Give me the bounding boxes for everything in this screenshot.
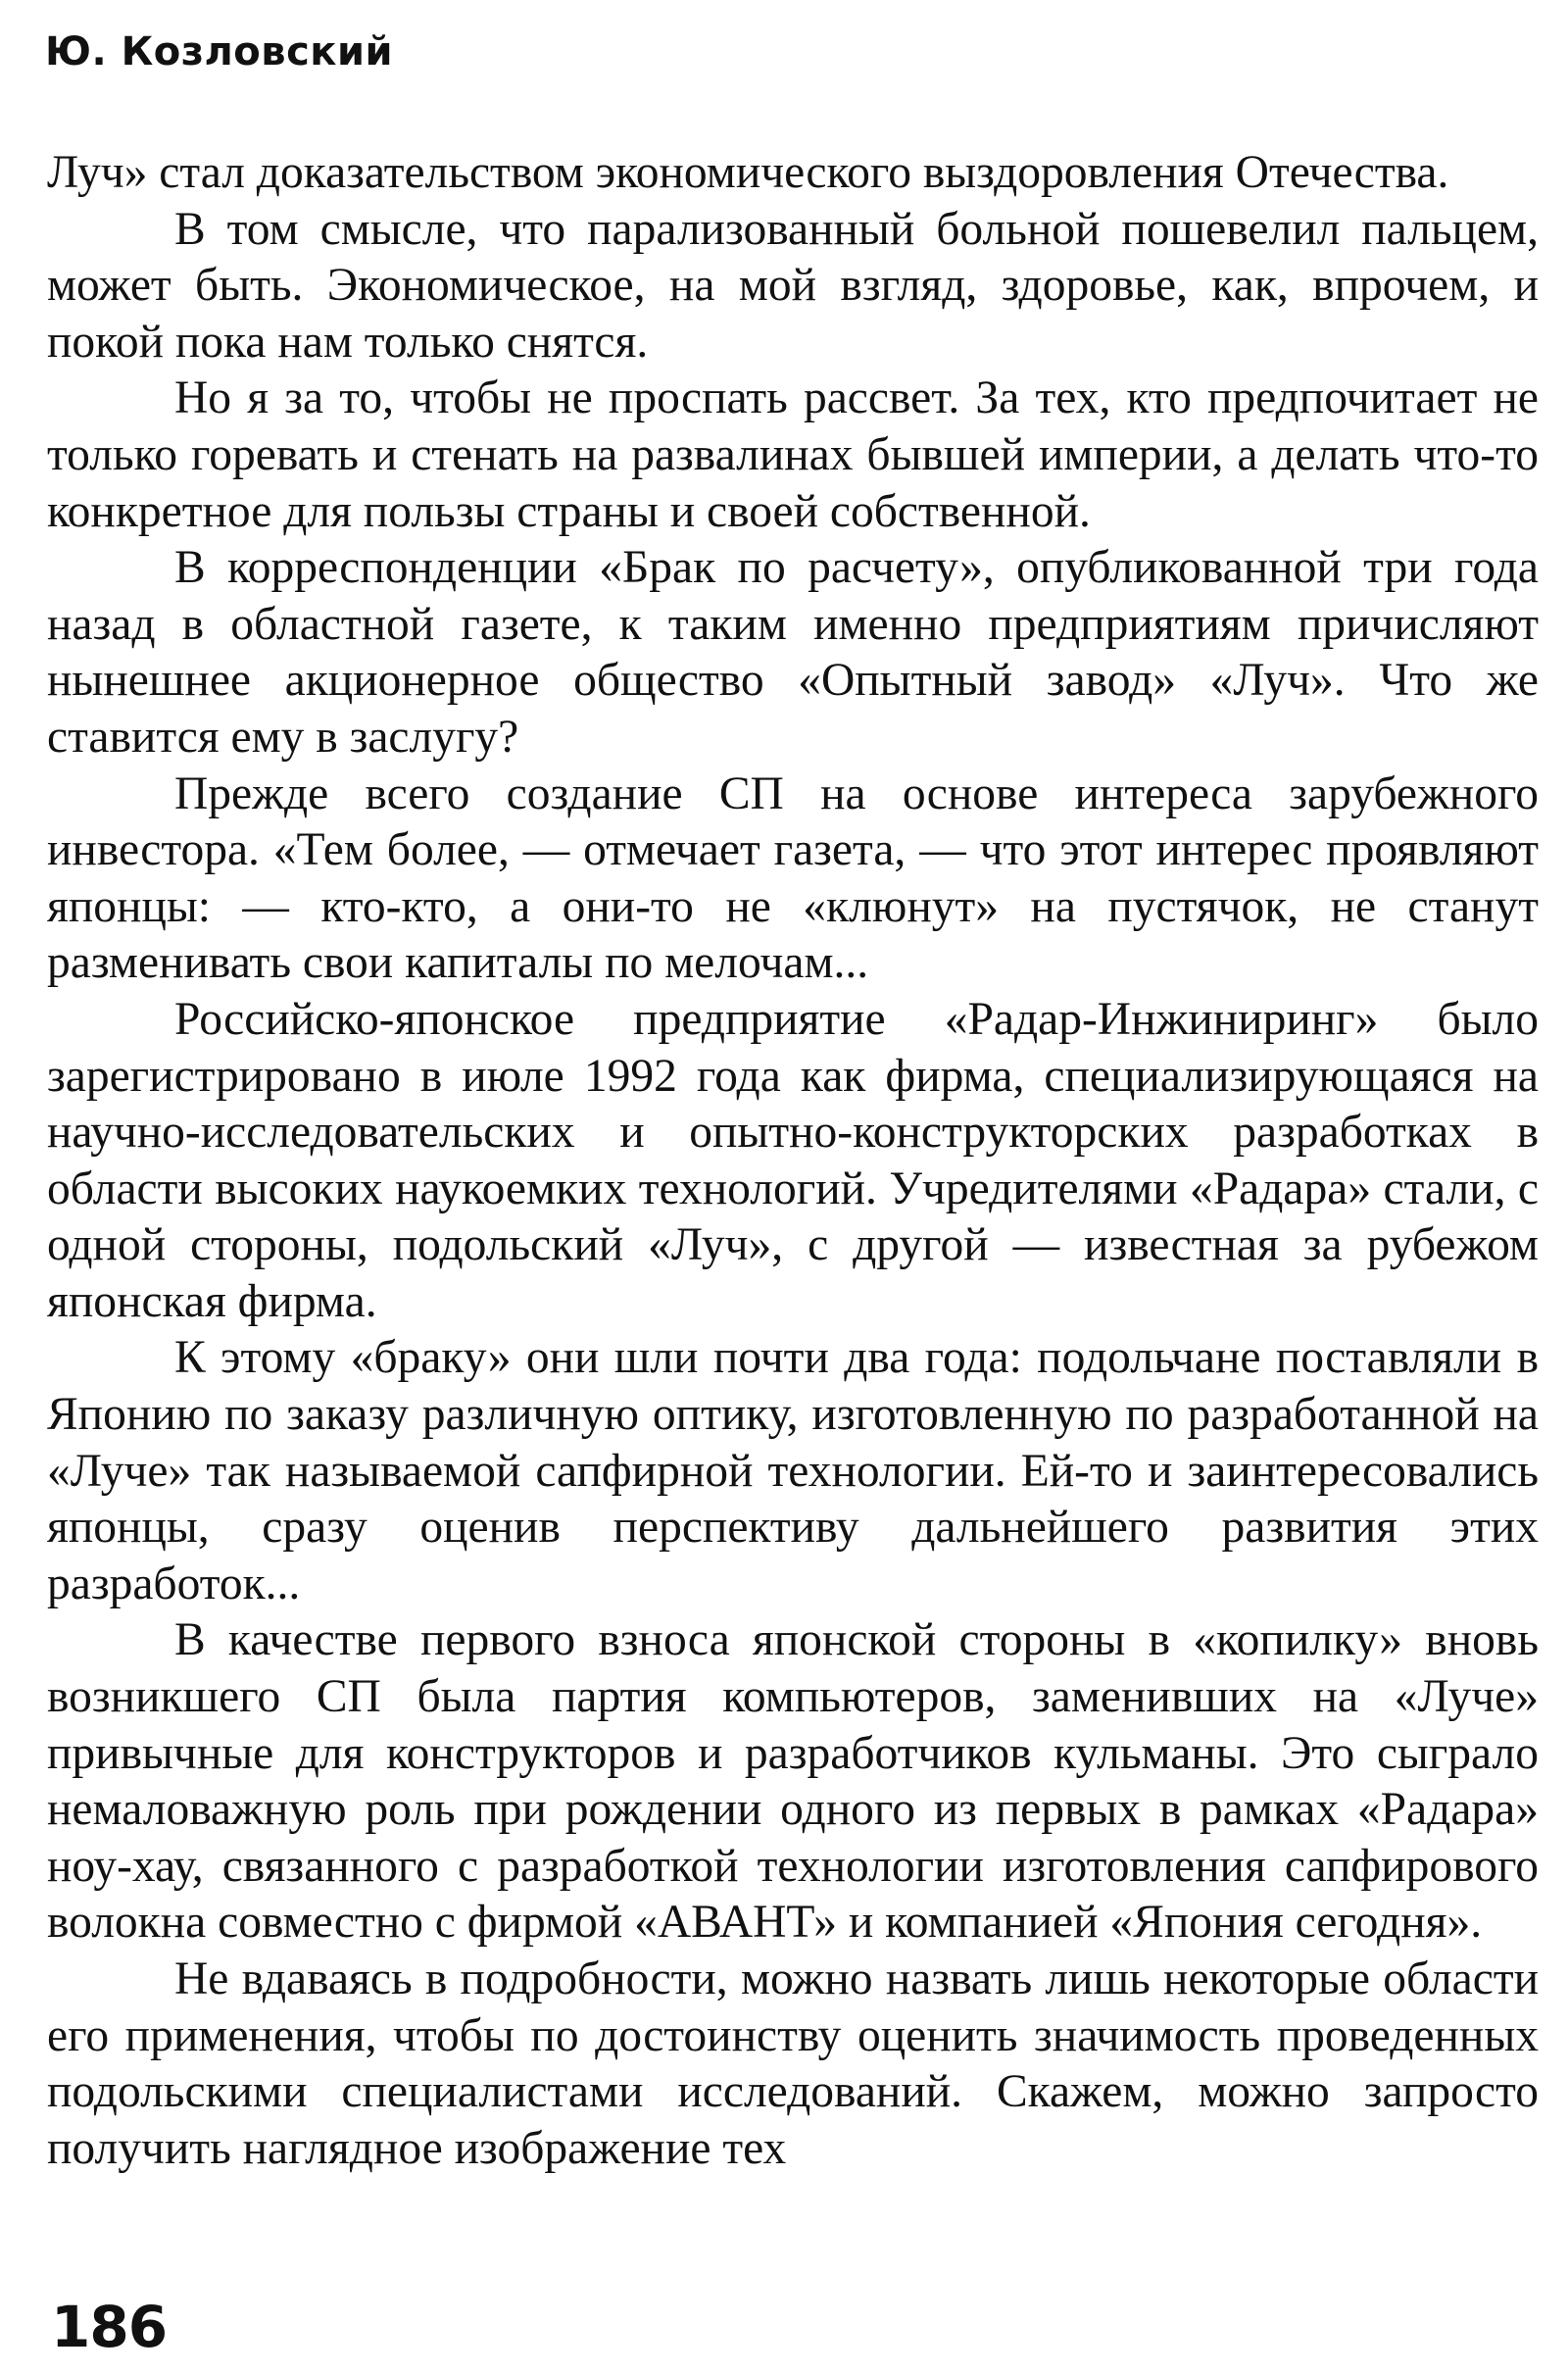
body-text [47, 145, 1539, 2177]
paragraph: К этому «браку» они шли почти два года: подольчане поставляли в Японию по заказу различную оптику, изготовленную по разработанной на «Луче» так называемой сапфирной технологии. Ей-то и заинтересовались японцы, сразу оценив перспективу дальнейшего развития этих разработок... [47, 1332, 1539, 1609]
paragraph: Российско-японское предприятие «Радар-Инжиниринг» было зарегистрировано в июле 1992 года как фирма, специализирующаяся на научно-исследовательских и опытно-конструкторских разработках в области высоких наукоемких технологий. Учредителями «Радара» стали, с одной стороны, подольский «Луч», с другой — известная за рубежом японская фирма. [47, 993, 1539, 1327]
paragraph: Но я за то, чтобы не проспать рассвет. За тех, кто предпочитает не только горевать и стенать на развалинах бывшей империи, а делать что-то конкретное для пользы страны и своей собственной. [47, 372, 1539, 537]
paragraph: В корреспонденции «Брак по расчету», опубликованной три года назад в областной газете, к таким именно предприятиям причисляют нынешнее акционерное общество «Опытный завод» «Луч». Что же ставится ему в заслугу? [47, 542, 1539, 763]
paragraph: В том смысле, что парализованный больной пошевелил пальцем, может быть. Экономическое, на мой взгляд, здоровье, как, впрочем, и покой пока нам только снятся. [47, 203, 1539, 368]
paragraph: Не вдаваясь в подробности, можно назвать лишь некоторые области его применения, чтобы по достоинству оценить значимость проведенных подольскими специалистами исследований. Скажем, можно запросто получить наглядное изображение тех [47, 1953, 1539, 2174]
paragraph: В качестве первого взноса японской стороны в «копилку» вновь возникшего СП была партия компьютеров, заменивших на «Луче» привычные для конструкторов и разработчиков кульманы. Это сыграло немаловажную роль при рождении одного из первых в рамках «Радара» ноу-хау, связанного с разработкой технологии изготовления сапфирового волокна совместно с фирмой «АВАНТ» и компанией «Япония сегодня». [47, 1614, 1539, 1949]
running-head: Ю. Козловский [45, 29, 393, 74]
page-number: 186 [51, 2294, 168, 2360]
paragraph: Прежде всего создание СП на основе интереса зарубежного инвестора. «Тем более, — отмечает газета, — что этот интерес проявляют японцы: — кто-кто, а они-то не «клюнут» на пустячок, не станут разменивать свои капиталы по мелочам... [47, 767, 1539, 989]
paragraph: Луч» стал доказательством экономического выздоровления Отечества. [47, 147, 1449, 198]
